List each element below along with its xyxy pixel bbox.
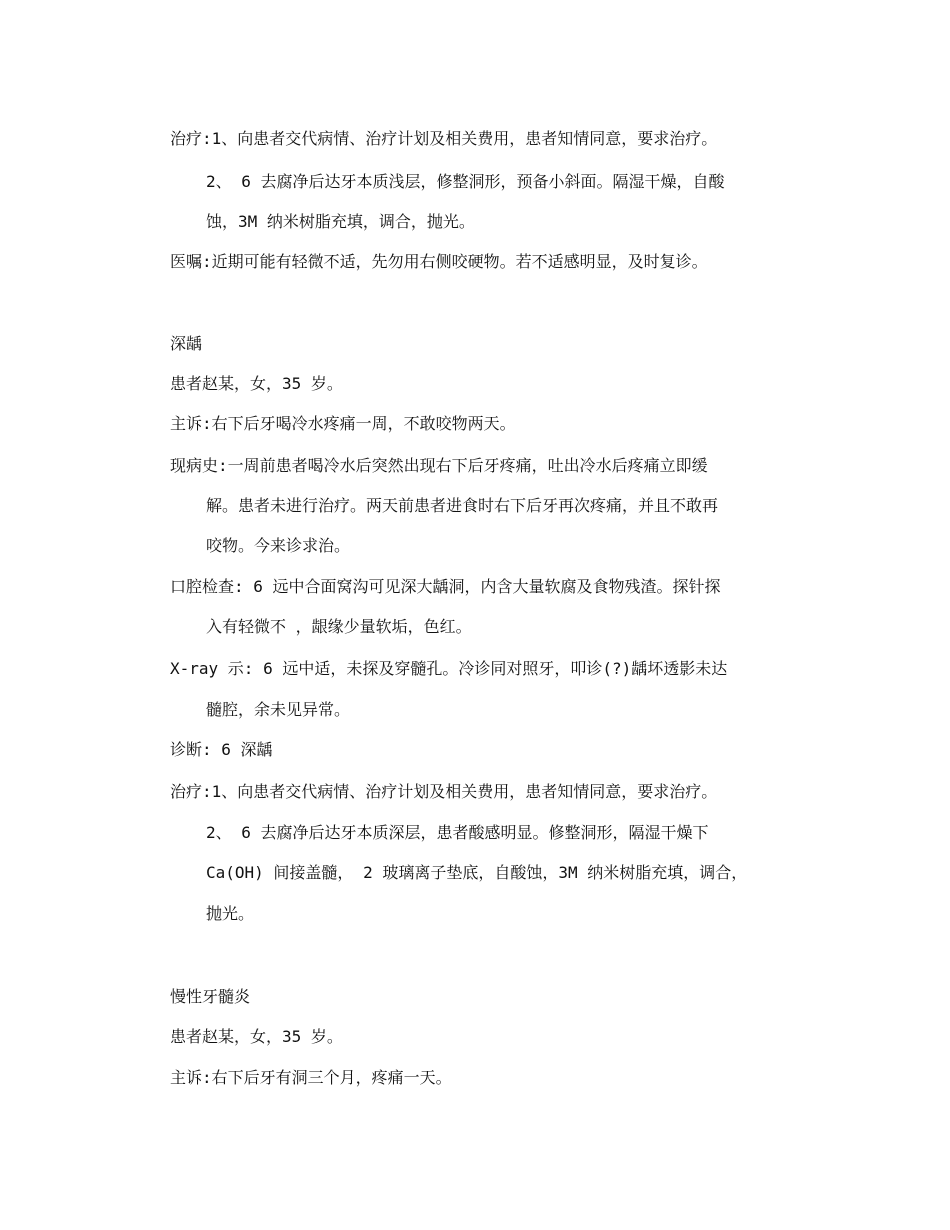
treatment-line-2: 2、 6 去腐净后达牙本质浅层，修整洞形，预备小斜面。隔湿干燥，自酸 bbox=[206, 172, 725, 191]
section-heading-chronic-pulpitis: 慢性牙髓炎 bbox=[170, 987, 251, 1006]
treatment-line-1: 治疗:1、向患者交代病情、治疗计划及相关费用，患者知情同意，要求治疗。 bbox=[170, 782, 718, 801]
oral-exam-line-2: 入有轻微不 ，龈缘少量软垢，色红。 bbox=[206, 617, 472, 636]
treatment-line-3: Ca(OH) 间接盖髓， 2 玻璃离子垫底，自酸蚀，3M 纳米树脂充填，调合， bbox=[206, 863, 748, 882]
medical-advice: 医嘱:近期可能有轻微不适，先勿用右侧咬硬物。若不适感明显，及时复诊。 bbox=[170, 252, 708, 271]
xray-line-1: X-ray 示: 6 远中适，未探及穿髓孔。冷诊同对照牙，叩诊(?)龋坏透影未达 bbox=[170, 659, 728, 678]
history-line-3: 咬物。今来诊求治。 bbox=[206, 536, 351, 555]
treatment-line-2: 2、 6 去腐净后达牙本质深层，患者酸感明显。修整洞形，隔湿干燥下 bbox=[206, 823, 709, 842]
chief-complaint: 主诉:右下后牙喝冷水疼痛一周，不敢咬物两天。 bbox=[170, 414, 516, 433]
patient-info: 患者赵某，女，35 岁。 bbox=[170, 1027, 343, 1046]
treatment-line-1: 治疗:1、向患者交代病情、治疗计划及相关费用，患者知情同意，要求治疗。 bbox=[170, 129, 718, 148]
history-line-1: 现病史:一周前患者喝冷水后突然出现右下后牙疼痛，吐出冷水后疼痛立即缓 bbox=[170, 456, 708, 475]
diagnosis: 诊断: 6 深龋 bbox=[170, 740, 273, 759]
treatment-line-3: 蚀，3M 纳米树脂充填，调合，抛光。 bbox=[206, 212, 475, 231]
oral-exam-line-1: 口腔检查: 6 远中合面窝沟可见深大龋洞，内含大量软腐及食物残渣。探针探 bbox=[170, 577, 721, 596]
xray-line-2: 髓腔，余未见异常。 bbox=[206, 700, 351, 719]
section-heading-deep-caries: 深龋 bbox=[170, 334, 203, 353]
treatment-line-4: 抛光。 bbox=[206, 904, 255, 923]
chief-complaint: 主诉:右下后牙有洞三个月，疼痛一天。 bbox=[170, 1068, 452, 1087]
patient-info: 患者赵某，女，35 岁。 bbox=[170, 374, 343, 393]
history-line-2: 解。患者未进行治疗。两天前患者进食时右下后牙再次疼痛，并且不敢再 bbox=[206, 496, 719, 515]
